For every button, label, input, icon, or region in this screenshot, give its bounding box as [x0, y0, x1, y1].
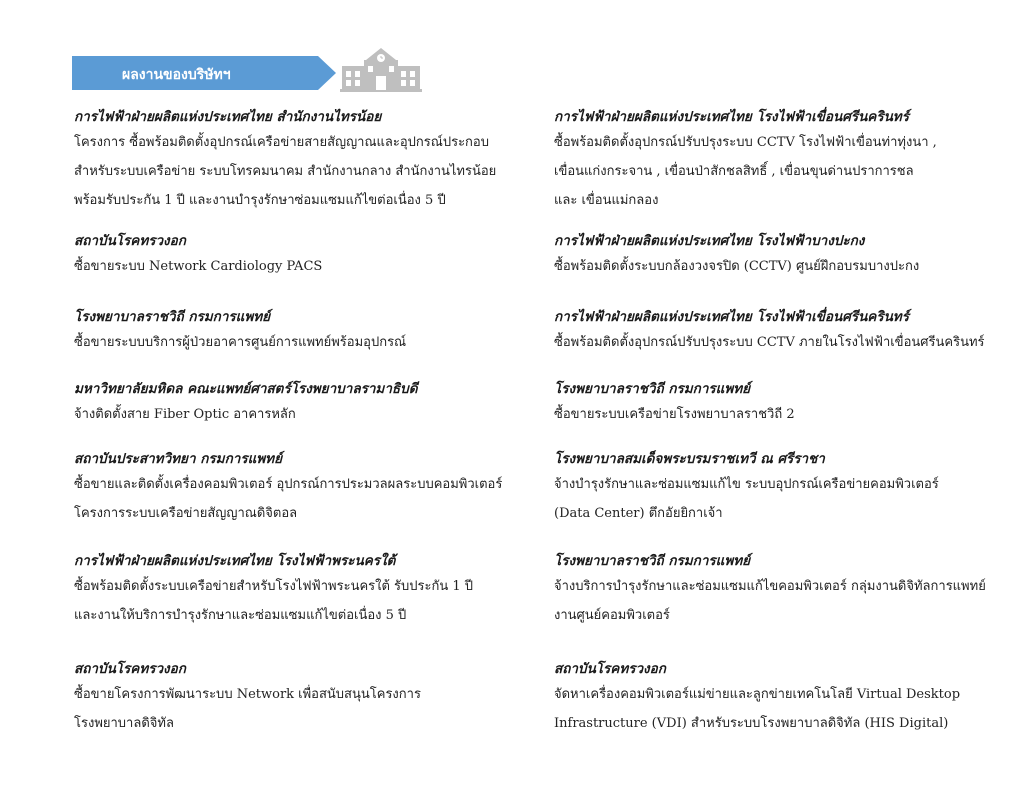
project-entry	[74, 658, 421, 738]
client-name: มหาวิทยาลัยมหิดล คณะแพทย์ศาสตร์โรงพยาบาลรามาธิบดี	[74, 381, 418, 397]
client-name: สถาบันโรคทรวงอก	[554, 661, 666, 677]
client-name: โรงพยาบาลราชวิถี กรมการแพทย์	[554, 381, 751, 397]
project-entry	[554, 230, 919, 281]
project-description-line: จ้างติดตั้งสาย Fiber Optic อาคารหลัก	[74, 407, 296, 422]
project-description-line: จ้างบริการบำรุงรักษาและซ่อมแซมแก้ไขคอมพิวเตอร์ กลุ่มงานดิจิทัลการแพทย์	[554, 579, 986, 594]
project-description-line: จ้างบำรุงรักษาและซ่อมแซมแก้ไข ระบบอุปกรณ์เครือข่ายคอมพิวเตอร์	[554, 477, 939, 492]
project-description-line: สำหรับระบบเครือข่าย ระบบโทรคมนาคม สำนักงานกลาง สำนักงานไทรน้อย	[74, 164, 497, 179]
project-description-line: ซื้อขายระบบบริการผู้ป่วยอาคารศูนย์การแพทย์พร้อมอุปกรณ์	[74, 335, 407, 350]
project-description-line: และงานให้บริการบำรุงรักษาและซ่อมแซมแก้ไขต่อเนื่อง 5 ปี	[74, 608, 407, 623]
school-building-icon	[340, 46, 422, 92]
client-name: การไฟฟ้าฝ่ายผลิตแห่งประเทศไทย โรงไฟฟ้าเขื่อนศรีนครินทร์	[554, 309, 909, 325]
project-description-line: โครงการ ซื้อพร้อมติดตั้งอุปกรณ์เครือข่ายสายสัญญาณและอุปกรณ์ประกอบ	[74, 135, 489, 150]
project-entry	[554, 658, 960, 738]
project-description-line: ซื้อพร้อมติดตั้งระบบกล้องวงจรปิด (CCTV) ศูนย์ฝึกอบรมบางปะกง	[554, 259, 920, 274]
project-description-line: ซื้อขายระบบเครือข่ายโรงพยาบาลราชวิถี 2	[554, 407, 795, 422]
project-entry	[74, 448, 502, 528]
project-description-line: จัดหาเครื่องคอมพิวเตอร์แม่ข่ายและลูกข่ายเทคโนโลยี Virtual Desktop	[554, 687, 961, 702]
project-description-line: (Data Center) ตึกอัยยิกาเจ้า	[554, 506, 723, 521]
project-description-line: โรงพยาบาลดิจิทัล	[74, 716, 174, 731]
project-description-line: Infrastructure (VDI) สำหรับระบบโรงพยาบาลดิจิทัล (HIS Digital)	[554, 716, 949, 731]
project-entry	[554, 306, 985, 357]
client-name: การไฟฟ้าฝ่ายผลิตแห่งประเทศไทย โรงไฟฟ้าบางปะกง	[554, 233, 865, 249]
project-description-line: ซื้อพร้อมติดตั้งระบบเครือข่ายสำหรับโรงไฟฟ้าพระนครใต้ รับประกัน 1 ปี	[74, 579, 474, 594]
section-title: ผลงานของบริษัทฯ	[122, 67, 231, 83]
client-name: โรงพยาบาลสมเด็จพระบรมราชเทวี ณ ศรีราชา	[554, 451, 825, 467]
project-description-line: ซื้อขายระบบ Network Cardiology PACS	[74, 259, 323, 274]
project-description-line: งานศูนย์คอมพิวเตอร์	[554, 608, 670, 623]
project-entry	[554, 448, 939, 528]
project-entry	[554, 106, 937, 215]
client-name: การไฟฟ้าฝ่ายผลิตแห่งประเทศไทย สำนักงานไทรน้อย	[74, 109, 382, 125]
project-description-line: ซื้อพร้อมติดตั้งอุปกรณ์ปรับปรุงระบบ CCTV โรงไฟฟ้าเขื่อนท่าทุ่งนา ,	[554, 135, 937, 150]
project-entry	[74, 378, 418, 429]
client-name: สถาบันโรคทรวงอก	[74, 233, 186, 249]
project-description-line: และ เขื่อนแม่กลอง	[554, 193, 659, 208]
project-entry	[554, 378, 795, 429]
client-name: สถาบันประสาทวิทยา กรมการแพทย์	[74, 451, 282, 467]
project-entry	[554, 550, 986, 630]
project-description-line: โครงการระบบเครือข่ายสัญญาณดิจิตอล	[74, 506, 298, 521]
project-description-line: ซื้อขายและติดตั้งเครื่องคอมพิวเตอร์ อุปกรณ์การประมวลผลระบบคอมพิวเตอร์	[74, 477, 503, 492]
project-entry	[74, 106, 496, 215]
client-name: การไฟฟ้าฝ่ายผลิตแห่งประเทศไทย โรงไฟฟ้าพระนครใต้	[74, 553, 396, 569]
client-name: สถาบันโรคทรวงอก	[74, 661, 186, 677]
project-description-line: พร้อมรับประกัน 1 ปี และงานบำรุงรักษาซ่อมแซมแก้ไขต่อเนื่อง 5 ปี	[74, 193, 446, 208]
project-description-line: เขื่อนแก่งกระจาน , เขื่อนป่าสักชลสิทธิ์ , เขื่อนขุนด่านปราการชล	[554, 164, 914, 179]
project-entry	[74, 550, 473, 630]
project-description-line: ซื้อพร้อมติดตั้งอุปกรณ์ปรับปรุงระบบ CCTV ภายในโรงไฟฟ้าเขื่อนศรีนครินทร์	[554, 335, 985, 350]
project-entry	[74, 306, 406, 357]
client-name: โรงพยาบาลราชวิถี กรมการแพทย์	[74, 309, 271, 325]
client-name: โรงพยาบาลราชวิถี กรมการแพทย์	[554, 553, 751, 569]
section-header-banner	[72, 56, 336, 90]
client-name: การไฟฟ้าฝ่ายผลิตแห่งประเทศไทย โรงไฟฟ้าเขื่อนศรีนครินทร์	[554, 109, 909, 125]
project-description-line: ซื้อขายโครงการพัฒนาระบบ Network เพื่อสนับสนุนโครงการ	[74, 687, 421, 702]
project-entry	[74, 230, 322, 281]
